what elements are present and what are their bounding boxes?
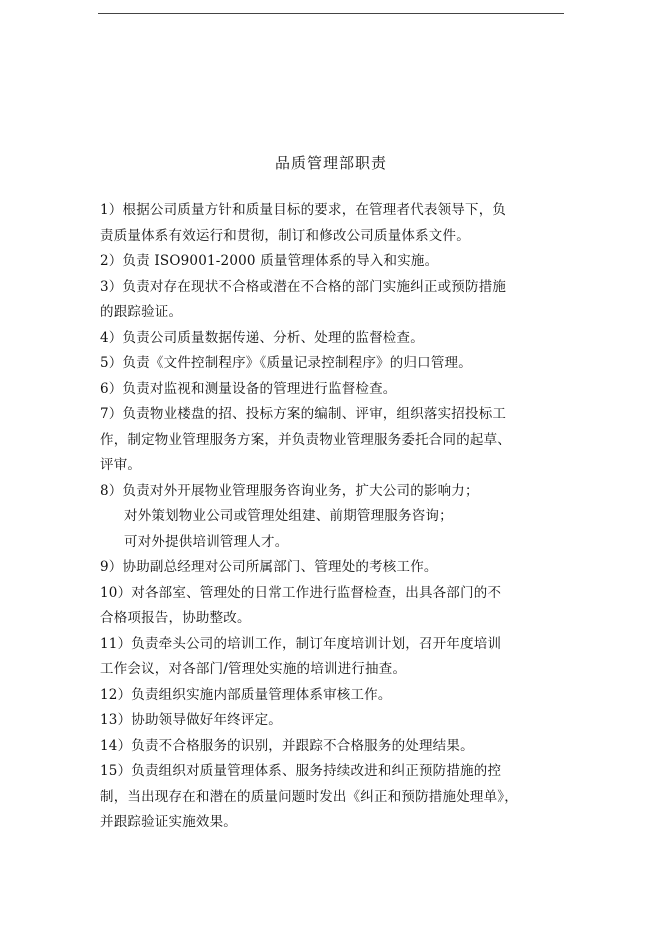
body-line: 13）协助领导做好年终评定。 bbox=[100, 712, 282, 728]
body-line: 12）负责组织实施内部质量管理体系审核工作。 bbox=[100, 686, 392, 703]
body-line: 对外策划物业公司或管理处组建、前期管理服务咨询； bbox=[124, 508, 453, 524]
body-line: 8）负责对外开展物业管理服务咨询业务，扩大公司的影响力； bbox=[100, 482, 479, 499]
body-line: 2）负责 ISO9001-2000 质量管理体系的导入和实施。 bbox=[100, 253, 439, 269]
body-line: 10）对各部室、管理处的日常工作进行监督检查，出具各部门的不 bbox=[100, 584, 502, 601]
body-line: 7）负责物业楼盘的招、投标方案的编制、评审，组织落实招投标工 bbox=[100, 406, 507, 422]
body-line: 5）负责《文件控制程序》《质量记录控制程序》的归口管理。 bbox=[100, 355, 472, 371]
body-line: 14）负责不合格服务的识别，并跟踪不合格服务的处理结果。 bbox=[100, 737, 474, 754]
body-line: 1）根据公司质量方针和质量目标的要求，在管理者代表领导下，负 bbox=[100, 202, 507, 218]
body-line: 15）负责组织对质量管理体系、服务持续改进和纠正预防措施的控 bbox=[100, 763, 502, 779]
body-line: 工作会议，对各部门/管理处实施的培训进行抽查。 bbox=[100, 661, 407, 677]
body-line: 制，当出现存在和潜在的质量问题时发出《纠正和预防措施处理单》， bbox=[100, 788, 518, 805]
body-line: 并跟踪验证实施效果。 bbox=[100, 814, 237, 830]
body-line: 3）负责对存在现状不合格或潜在不合格的部门实施纠正或预防措施 bbox=[100, 278, 507, 295]
body-line: 可对外提供培训管理人才。 bbox=[124, 533, 289, 550]
body-line: 合格项报告，协助整改。 bbox=[100, 610, 251, 626]
document-body bbox=[100, 198, 570, 836]
document-title: 品质管理部职责 bbox=[274, 154, 387, 172]
body-line: 作，制定物业管理服务方案，并负责物业管理服务委托合同的起草、 bbox=[100, 431, 511, 448]
body-line: 6）负责对监视和测量设备的管理进行监督检查。 bbox=[100, 380, 397, 397]
body-line: 责质量体系有效运行和贯彻，制订和修改公司质量体系文件。 bbox=[100, 227, 470, 244]
body-line: 评审。 bbox=[100, 457, 142, 473]
body-line: 的跟踪验证。 bbox=[100, 304, 183, 320]
header-divider bbox=[98, 13, 564, 14]
body-line: 9）协助副总经理对公司所属部门、管理处的考核工作。 bbox=[100, 559, 438, 575]
body-line: 4）负责公司质量数据传递、分析、处理的监督检查。 bbox=[100, 329, 424, 346]
body-line: 11）负责牵头公司的培训工作，制订年度培训计划，召开年度培训 bbox=[100, 635, 502, 652]
